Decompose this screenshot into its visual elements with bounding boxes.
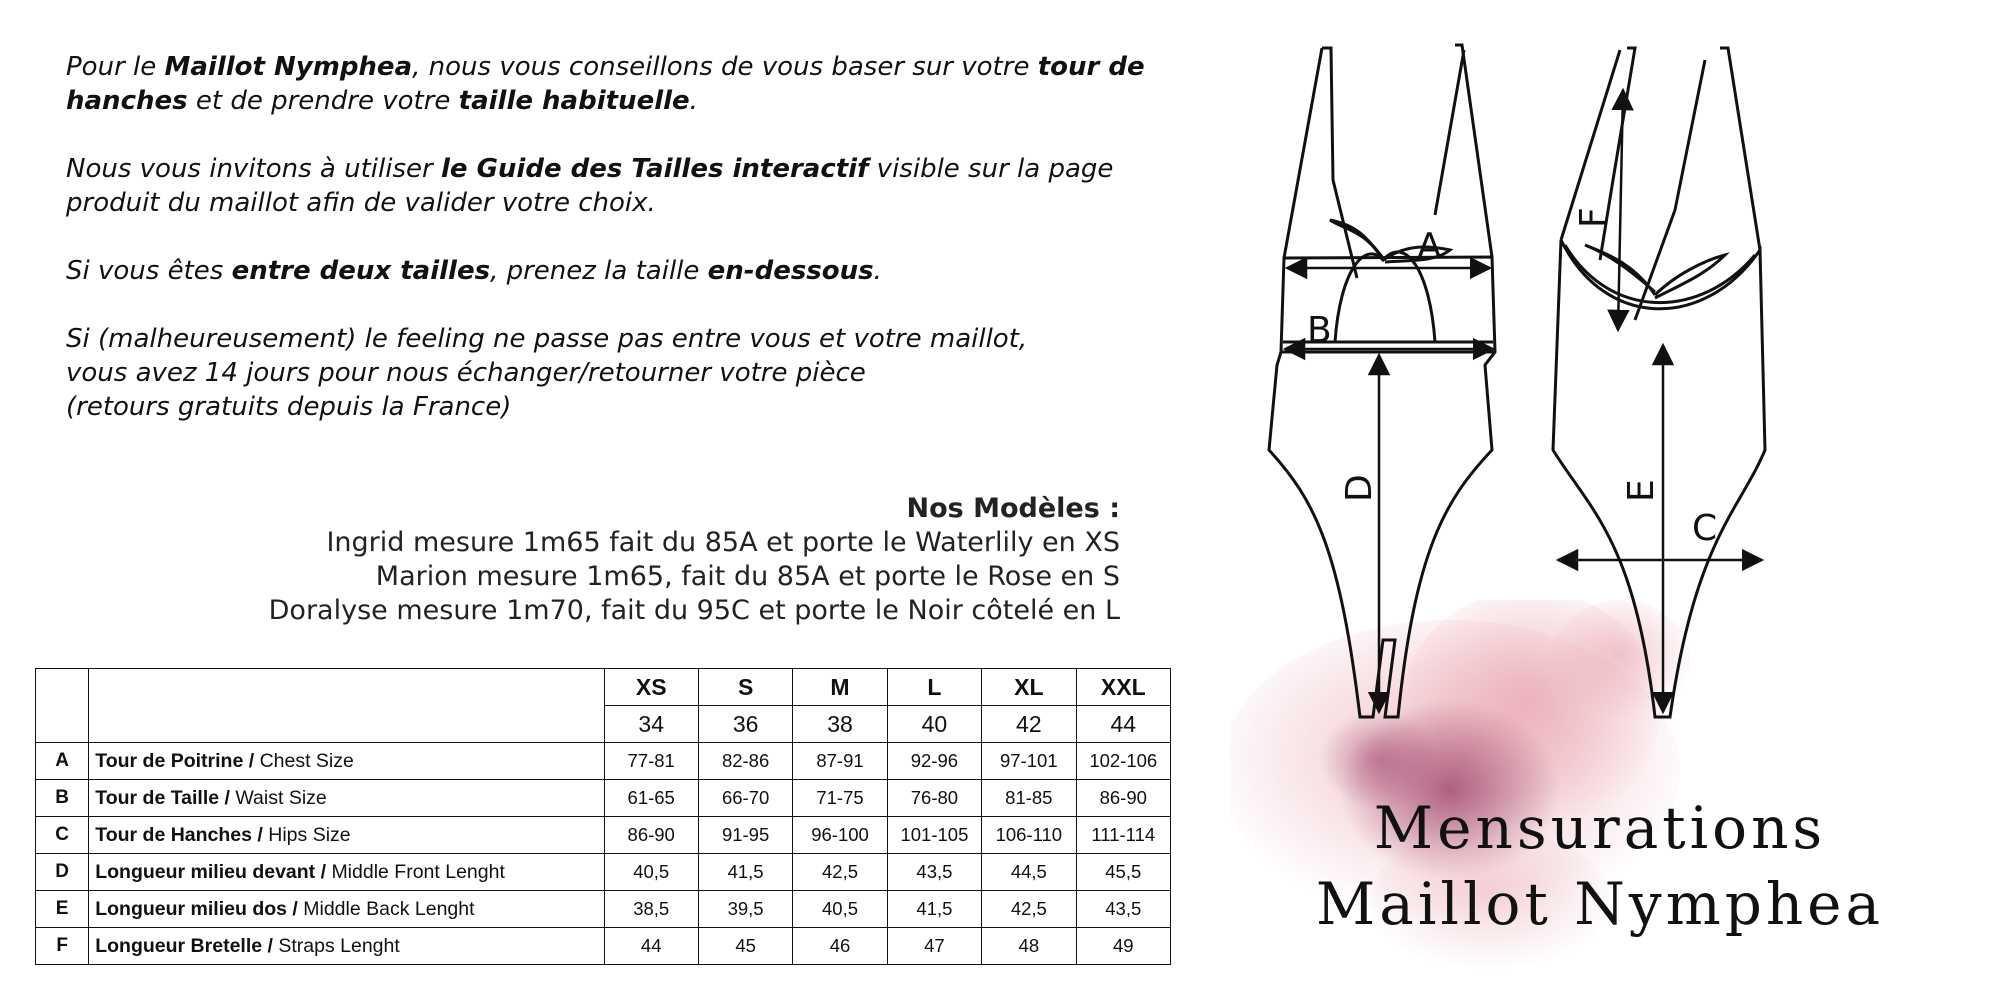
- measurement-row: [36, 817, 1171, 854]
- size-number: 36: [698, 706, 792, 743]
- row-letter: F: [36, 928, 89, 965]
- size-value: 81-85: [982, 780, 1076, 817]
- size-value: 101-105: [887, 817, 981, 854]
- size-value: 48: [982, 928, 1076, 965]
- row-label: Longueur Bretelle / Straps Lenght: [89, 928, 604, 965]
- size-value: 44: [604, 928, 698, 965]
- size-value: 86-90: [1076, 780, 1170, 817]
- size-value: 102-106: [1076, 743, 1170, 780]
- size-value: 45,5: [1076, 854, 1170, 891]
- size-value: 76-80: [887, 780, 981, 817]
- size-value: 86-90: [604, 817, 698, 854]
- row-label: Longueur milieu devant / Middle Front Lenght: [89, 854, 604, 891]
- size-value: 111-114: [1076, 817, 1170, 854]
- models-title: Nos Modèles :: [906, 493, 1120, 524]
- row-label: Tour de Hanches / Hips Size: [89, 817, 604, 854]
- intro-paragraph-4: Si (malheureusement) le feeling ne passe pas entre vous et votre maillot, vous avez 14 jours pour nous échanger/retourner votre pièce (retours gratuits depuis la France): [66, 324, 1028, 422]
- size-value: 39,5: [698, 891, 792, 928]
- size-value: 38,5: [604, 891, 698, 928]
- row-label: Tour de Poitrine / Chest Size: [89, 743, 604, 780]
- models-block: [269, 492, 1120, 628]
- intro-paragraph-3: Si vous êtes entre deux tailles, prenez la taille en-dessous.: [66, 256, 882, 286]
- size-value: 42,5: [793, 854, 887, 891]
- intro-text: [66, 50, 1156, 424]
- size-header: M: [793, 669, 887, 706]
- size-number: 44: [1076, 706, 1170, 743]
- row-letter: B: [36, 780, 89, 817]
- back-view-outline: [1553, 48, 1765, 717]
- size-value: 43,5: [1076, 891, 1170, 928]
- size-header: XXL: [1076, 669, 1170, 706]
- measurement-row: [36, 780, 1171, 817]
- size-number: 42: [982, 706, 1076, 743]
- size-value: 61-65: [604, 780, 698, 817]
- row-letter: A: [36, 743, 89, 780]
- intro-paragraph-1: Pour le Maillot Nymphea, nous vous conseillons de vous baser sur votre tour de hanches et de prendre votre taille habituelle.: [66, 52, 1145, 116]
- size-value: 42,5: [982, 891, 1076, 928]
- swimsuit-diagram: [1235, 30, 1935, 730]
- size-value: 49: [1076, 928, 1170, 965]
- label-f: F: [1573, 207, 1614, 228]
- label-e: E: [1621, 479, 1662, 502]
- size-value: 71-75: [793, 780, 887, 817]
- corner-cell: [36, 669, 89, 743]
- label-a: A: [1417, 226, 1442, 267]
- size-value: 77-81: [604, 743, 698, 780]
- size-value: 97-101: [982, 743, 1076, 780]
- size-number: 38: [793, 706, 887, 743]
- model-line: Ingrid mesure 1m65 fait du 85A et porte le Waterlily en XS: [326, 527, 1120, 558]
- size-number: 40: [887, 706, 981, 743]
- size-value: 45: [698, 928, 792, 965]
- size-table: [35, 668, 1171, 965]
- size-header: XS: [604, 669, 698, 706]
- size-value: 96-100: [793, 817, 887, 854]
- measurement-row: [36, 891, 1171, 928]
- size-header: L: [887, 669, 981, 706]
- size-value: 87-91: [793, 743, 887, 780]
- size-value: 41,5: [887, 891, 981, 928]
- front-view-outline: [1269, 45, 1495, 717]
- title-line-1: Mensurations: [1373, 794, 1827, 862]
- size-value: 82-86: [698, 743, 792, 780]
- size-value: 40,5: [793, 891, 887, 928]
- row-label: Tour de Taille / Waist Size: [89, 780, 604, 817]
- size-value: 47: [887, 928, 981, 965]
- row-letter: D: [36, 854, 89, 891]
- size-value: 106-110: [982, 817, 1076, 854]
- size-value: 66-70: [698, 780, 792, 817]
- label-d: D: [1339, 474, 1380, 502]
- size-value: 41,5: [698, 854, 792, 891]
- model-line: Marion mesure 1m65, fait du 85A et porte le Rose en S: [375, 561, 1120, 592]
- measurement-row: [36, 743, 1171, 780]
- size-header: XL: [982, 669, 1076, 706]
- measurement-row: [36, 928, 1171, 965]
- size-value: 92-96: [887, 743, 981, 780]
- intro-paragraph-2: Nous vous invitons à utiliser le Guide des Tailles interactif visible sur la page produit du maillot afin de valider votre choix.: [66, 154, 1114, 218]
- title-line-2: Maillot Nymphea: [1315, 870, 1885, 938]
- row-label: Longueur milieu dos / Middle Back Lenght: [89, 891, 604, 928]
- size-value: 46: [793, 928, 887, 965]
- label-b: B: [1307, 310, 1332, 351]
- size-value: 43,5: [887, 854, 981, 891]
- model-line: Doralyse mesure 1m70, fait du 95C et porte le Noir côtelé en L: [268, 595, 1120, 626]
- size-header: S: [698, 669, 792, 706]
- corner-cell: [89, 669, 604, 743]
- label-c: C: [1692, 508, 1718, 549]
- row-letter: E: [36, 891, 89, 928]
- size-value: 91-95: [698, 817, 792, 854]
- measurement-row: [36, 854, 1171, 891]
- row-letter: C: [36, 817, 89, 854]
- page-title: [1280, 790, 1920, 942]
- size-number: 34: [604, 706, 698, 743]
- size-value: 40,5: [604, 854, 698, 891]
- size-header-row: [36, 669, 1171, 706]
- size-value: 44,5: [982, 854, 1076, 891]
